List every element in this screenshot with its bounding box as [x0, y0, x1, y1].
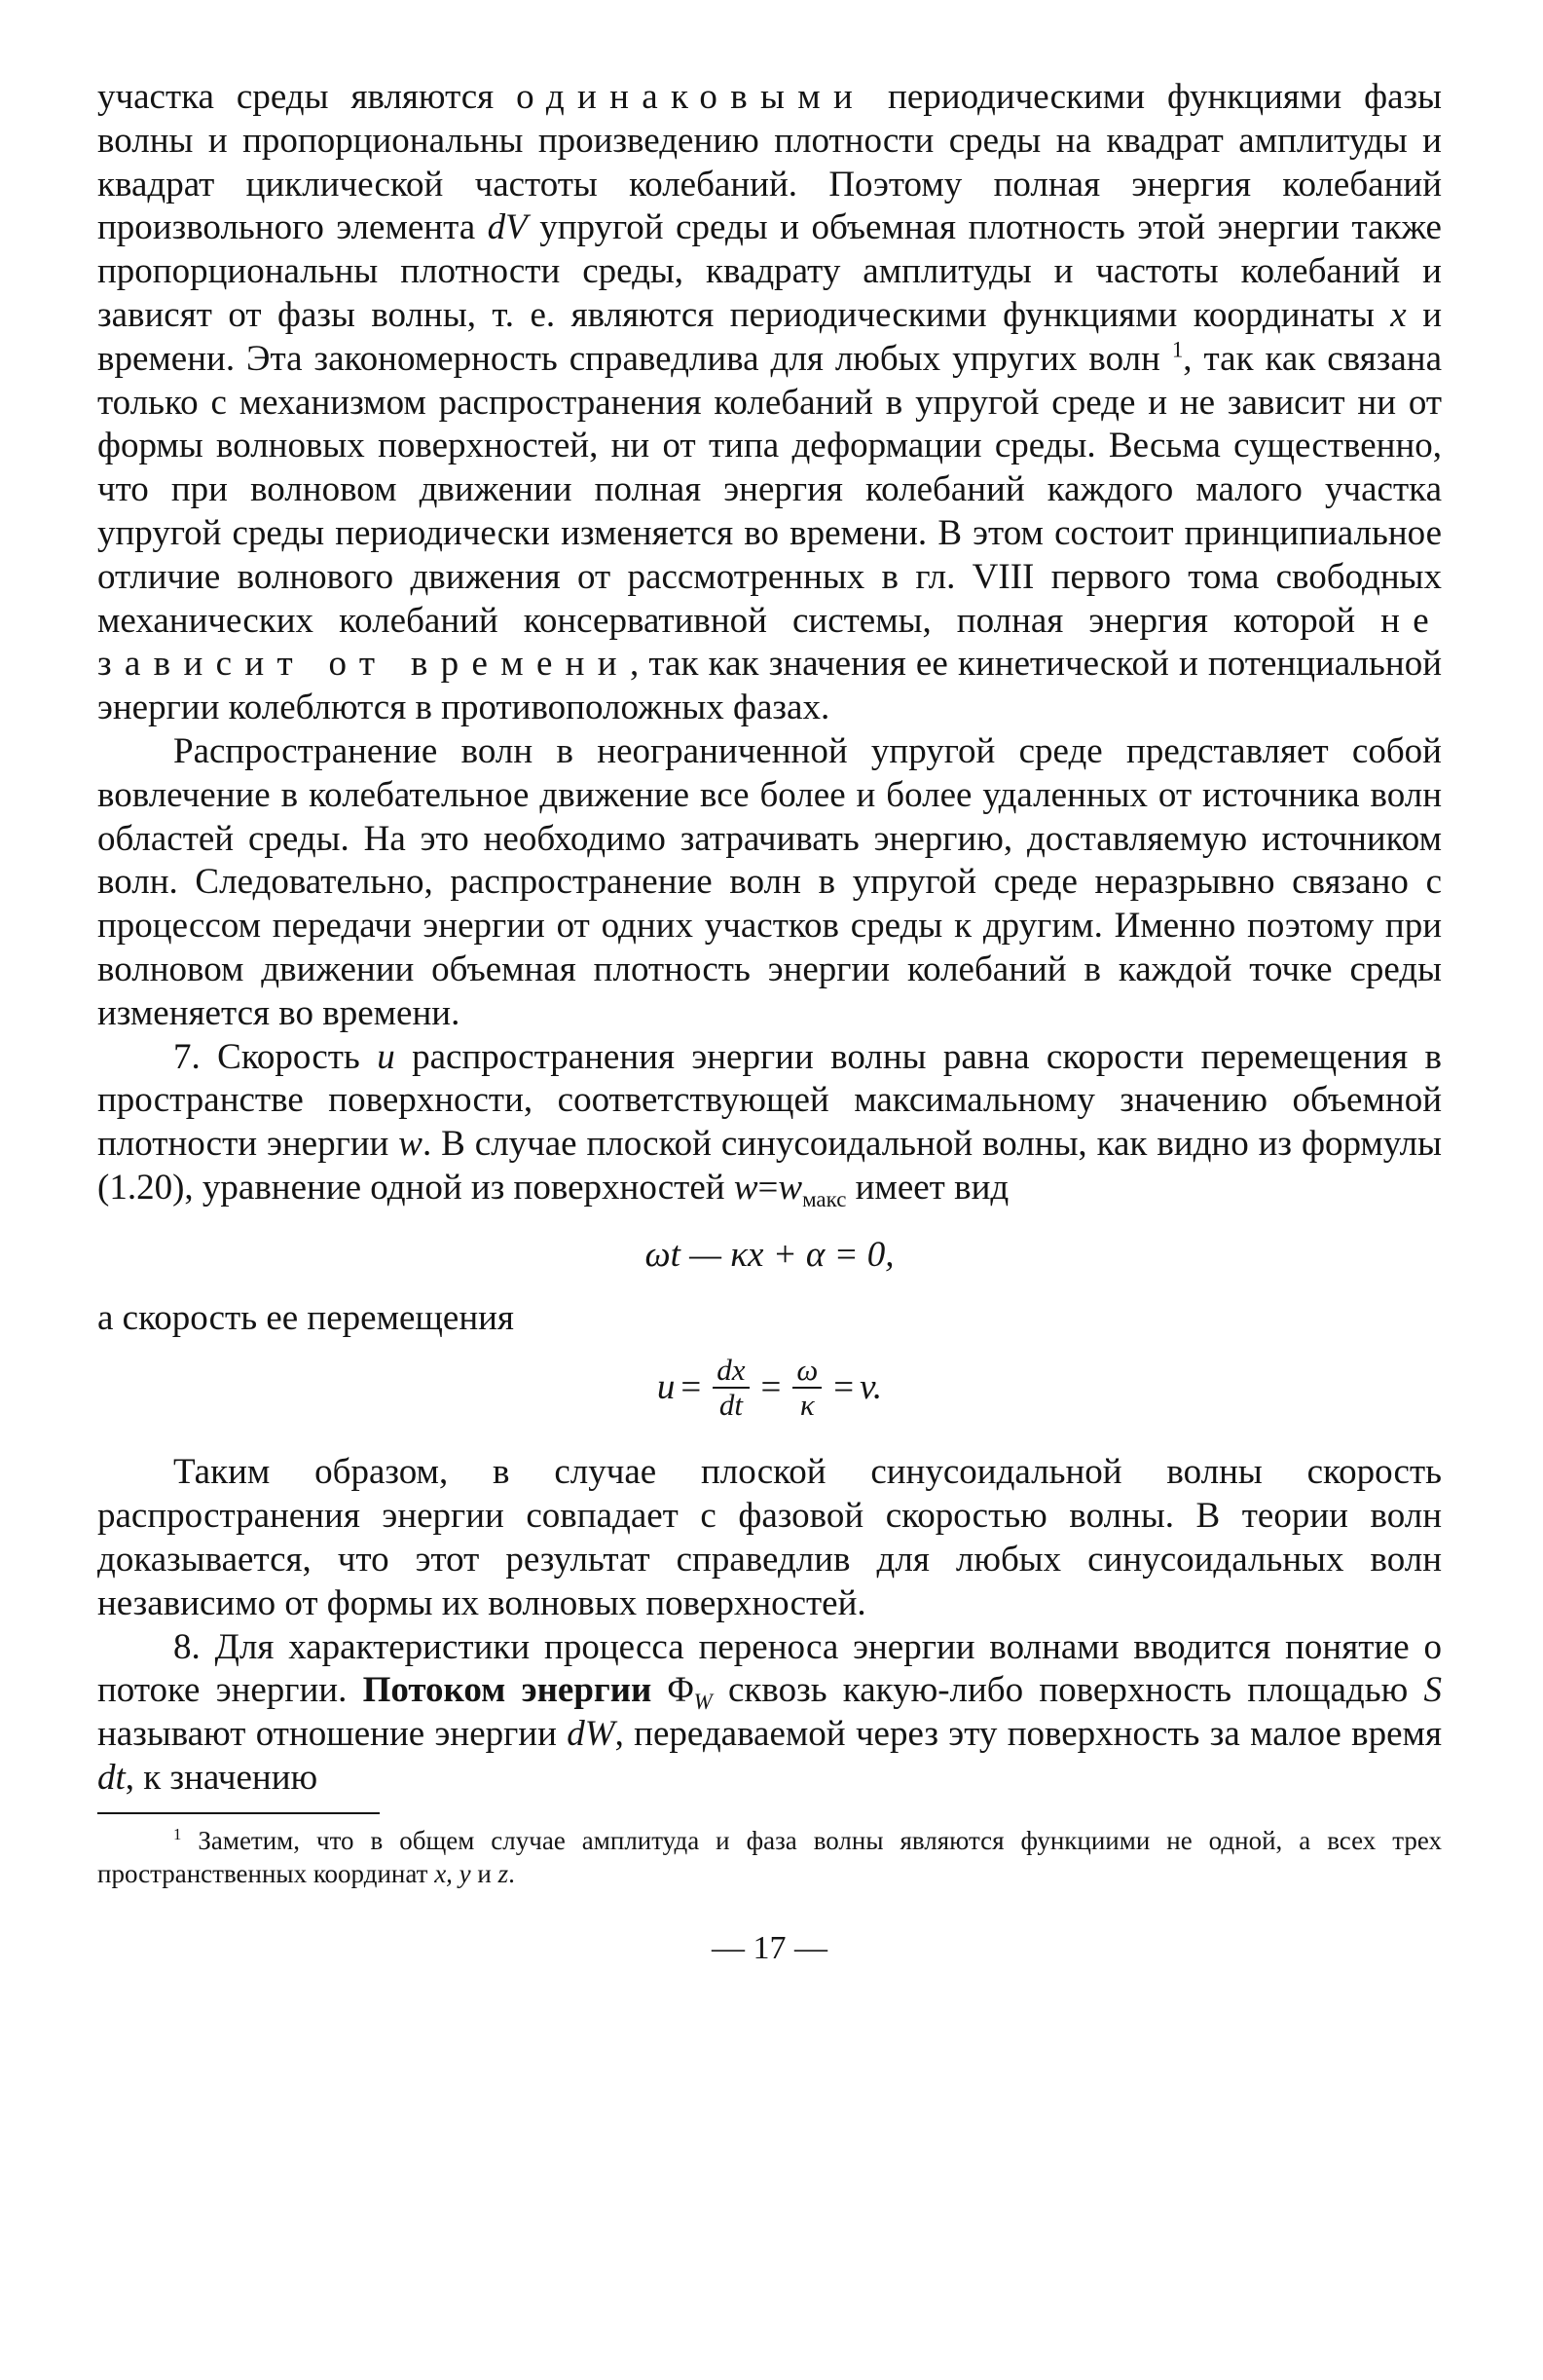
paragraph-velocity-intro: а скорость ее перемещения	[97, 1297, 514, 1338]
math-w: w	[398, 1124, 422, 1165]
footnote-divider	[97, 1812, 380, 1814]
paragraph-conclusion: Таким образом, в случае плоской синусоидальной волны скорость распространения энергии совпадает с фазовой скоростью волны. В теории волн доказывается, что этот результат справедлив для любых синусоидальных волн независимо от формы их волновых поверхностей.	[97, 1452, 1442, 1623]
math-xy: x, y	[434, 1858, 471, 1888]
footnote	[97, 1824, 1442, 1890]
math-S: S	[1423, 1670, 1442, 1711]
page-number: — 17 —	[712, 1929, 827, 1966]
denominator: κ	[799, 1388, 815, 1423]
spaced-emphasis: не зависит от времени	[97, 600, 1442, 685]
text: , так как значения ее кинетической и потенциальной энергии колеблются в противоположных фазах.	[97, 644, 1442, 728]
equation-wave-surface: ωt — κx + α = 0,	[644, 1234, 895, 1275]
text: .	[508, 1858, 515, 1888]
text: , к значению	[125, 1757, 318, 1798]
math-u: u	[656, 1366, 676, 1407]
math-dt: dt	[97, 1757, 126, 1798]
math-subscript: W	[693, 1690, 713, 1715]
spaced-emphasis: одинаковыми	[516, 77, 866, 117]
term-energy-flux: Потоком энергии	[362, 1670, 652, 1711]
text: распространения энергии волны равна скорости перемещения в пространстве поверхности, соответствующей максимальному значению объемной плотности энергии	[97, 1036, 1442, 1165]
text: упругой среды и объемная плотность этой энергии также пропорциональны плотности среды, квадрату амплитуды и частоты колебаний и зависят от фазы волны, т. е. являются периодическими функциями координаты	[97, 207, 1442, 335]
paragraph-energy-velocity	[97, 1036, 1442, 1210]
math-equals: =	[760, 1366, 782, 1407]
text: и	[470, 1858, 498, 1888]
math-w: w	[778, 1167, 803, 1208]
math-dV: dV	[487, 207, 528, 248]
text: , так как связана только с механизмом распространения колебаний в упругой среде и не зависит ни от формы волновых поверхностей, ни от типа деформации среды. Весьма существенно, что при волновом движении полная энергия колебаний каждого малого участка упругой среды периодически изменяется во времени. В этом состоит принципиальное отличие волнового движения от рассмотренных в гл. VIII первого тома свободных механических колебаний консервативной системы, полная энергия которой	[97, 338, 1442, 641]
math-subscript: макс	[802, 1186, 847, 1211]
text: 7. Скорость	[173, 1036, 378, 1077]
text: периодическими функциями фазы волны и пропорциональны произведению плотности среды на квадрат амплитуды и квадрат циклической частоты колебаний. Поэтому полная энергия колебаний произвольного элемента	[97, 77, 1442, 248]
math-u: u	[377, 1036, 395, 1077]
math-x: x	[1390, 294, 1407, 335]
math-z: z	[497, 1858, 509, 1888]
paragraph-energy-flux	[97, 1626, 1442, 1801]
text: сквозь какую-либо поверхность площадью	[712, 1670, 1424, 1711]
paragraph-energy-density	[97, 76, 1442, 730]
text: . В случае плоской синусоидальной волны, как видно из формулы (1.20), уравнение одной из поверхностей	[97, 1124, 1442, 1208]
math-equals: =	[680, 1366, 702, 1407]
math-v: v.	[860, 1366, 883, 1407]
numerator: ω	[792, 1354, 822, 1389]
math-dW: dW	[567, 1714, 615, 1755]
math-w: w	[733, 1167, 758, 1208]
numerator: dx	[713, 1354, 749, 1389]
text: 8. Для характеристики процесса переноса энергии волнами вводится понятие о потоке энергии.	[97, 1626, 1442, 1711]
paragraph-energy-transfer: Распространение волн в неограниченной упругой среде представляет собой вовлечение в колебательное движение все более и более удаленных от источника волн областей среды. На это необходимо затрачивать энергию, доставляемую источником волн. Следовательно, распространение волн в упругой среде неразрывно связано с процессом передачи энергии от одних участков среды к другим. Именно поэтому при волновом движении объемная плотность энергии колебаний в каждой точке среды изменяется во времени.	[97, 730, 1442, 1033]
fraction-dx-dt	[713, 1354, 749, 1422]
text: и времени. Эта закономерность справедлива для любых упругих волн	[97, 294, 1442, 379]
footnote-mark: 1	[173, 1824, 182, 1843]
text: имеет вид	[846, 1167, 1010, 1208]
math-equals: =	[757, 1167, 779, 1208]
math-phi: Φ	[651, 1670, 694, 1711]
text: , передаваемой через эту поверхность за малое время	[614, 1714, 1442, 1755]
math-equals: =	[833, 1366, 855, 1407]
footnote-reference: 1	[1171, 337, 1184, 362]
text: Заметим, что в общем случае амплитуда и фаза волны являются функциими не одной, а всех трех пространственных координат	[97, 1825, 1442, 1888]
fraction-omega-kappa	[792, 1354, 822, 1422]
text: называют отношение энергии	[97, 1714, 568, 1755]
equation-energy-velocity	[97, 1354, 1442, 1422]
denominator: dt	[718, 1388, 743, 1423]
text: участка среды являются	[97, 77, 517, 117]
